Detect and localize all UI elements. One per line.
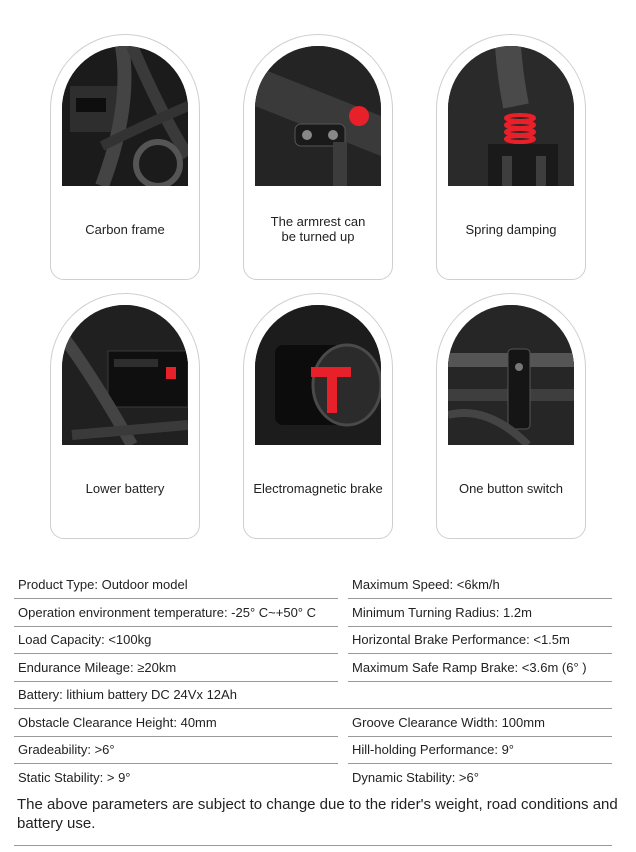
spec-row	[14, 571, 612, 598]
feature-caption: The armrest can be turned up	[270, 214, 366, 244]
brake-photo	[255, 305, 381, 445]
spec-row	[14, 709, 612, 736]
divider	[14, 845, 612, 846]
disclaimer-note: The above parameters are subject to change due to the rider's weight, road conditions and battery use.	[17, 796, 618, 832]
spring-illustration	[448, 46, 574, 186]
spec-left: Static Stability: > 9°	[18, 769, 131, 785]
spring-photo	[448, 46, 574, 186]
spec-right: Minimum Turning Radius: 1.2m	[352, 604, 532, 620]
feature-card-spring-damping	[436, 34, 586, 280]
battery-illustration	[62, 305, 188, 445]
spec-left: Endurance Mileage: ≥20km	[18, 659, 177, 675]
spec-left: Product Type: Outdoor model	[18, 577, 188, 592]
feature-card-electromagnetic-brake	[243, 293, 393, 539]
feature-card-lower-battery	[50, 293, 200, 539]
carbon-frame-photo	[62, 46, 188, 186]
switch-illustration	[448, 305, 574, 445]
spec-left: Operation environment temperature: -25° C~+50° C	[18, 604, 316, 620]
spec-right: Dynamic Stability: >6°	[352, 769, 479, 785]
spec-row	[14, 599, 612, 626]
brake-illustration	[255, 305, 381, 445]
spec-row	[14, 654, 612, 681]
spec-left: Battery: lithium battery DC 24Vx 12Ah	[18, 687, 237, 702]
spec-right: Horizontal Brake Performance: <1.5m	[352, 632, 570, 647]
spec-row	[14, 764, 612, 791]
spec-right: Hill-holding Performance: 9°	[352, 742, 514, 757]
feature-card-carbon-frame	[50, 34, 200, 280]
feature-caption: Electromagnetic brake	[253, 480, 383, 496]
battery-photo	[62, 305, 188, 445]
armrest-illustration	[255, 46, 381, 186]
switch-photo	[448, 305, 574, 445]
feature-caption: Lower battery	[85, 480, 165, 496]
spec-left: Gradeability: >6°	[18, 742, 115, 757]
carbon-frame-illustration	[62, 46, 188, 186]
feature-card-one-button-switch	[436, 293, 586, 539]
spec-row	[14, 736, 612, 763]
armrest-photo	[255, 46, 381, 186]
feature-caption: Carbon frame	[85, 221, 165, 237]
spec-row	[14, 626, 612, 653]
spec-left: Load Capacity: <100kg	[18, 632, 152, 647]
spec-left: Obstacle Clearance Height: 40mm	[18, 714, 217, 730]
spec-row	[14, 681, 612, 708]
feature-card-armrest	[243, 34, 393, 280]
feature-caption: One button switch	[458, 480, 564, 496]
spec-right: Maximum Speed: <6km/h	[352, 577, 500, 592]
spec-right: Maximum Safe Ramp Brake: <3.6m (6° )	[352, 659, 587, 675]
spec-right: Groove Clearance Width: 100mm	[352, 714, 545, 730]
feature-caption: Spring damping	[465, 221, 557, 237]
